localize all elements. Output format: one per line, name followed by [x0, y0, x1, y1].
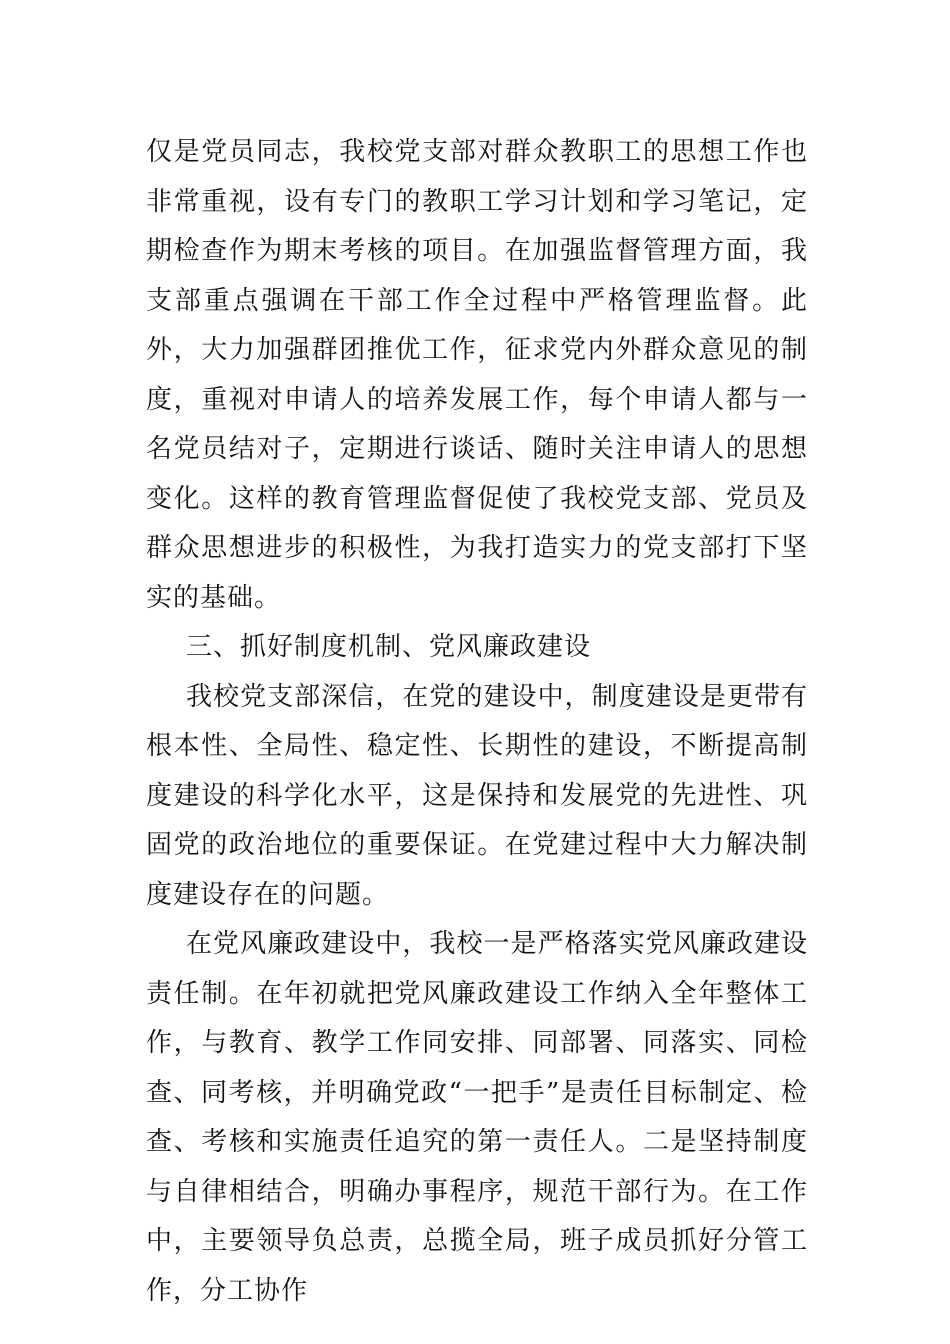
document-body	[146, 128, 808, 1316]
section-heading: 三、抓好制度机制、党风廉政建设	[186, 632, 592, 662]
paragraph-continuation: 仅是党员同志，我校党支部对群众教职工的思想工作也非常重视，设有专门的教职工学习计划和学习笔记，定期检查作为期末考核的项目。在加强监督管理方面，我支部重点强调在干部工作全过程中严格管理监督。此外，大力加强群团推优工作，征求党内外群众意见的制度，重视对申请人的培养发展工作，每个申请人都与一名党员结对子，定期进行谈话、随时关注申请人的思想变化。这样的教育管理监督促使了我校党支部、党员及群众思想进步的积极性，为我打造实力的党支部打下坚实的基础。	[146, 137, 808, 613]
paragraph-integrity-building: 在党风廉政建设中，我校一是严格落实党风廉政建设责任制。在年初就把党风廉政建设工作纳入全年整体工作，与教育、教学工作同安排、同部署、同落实、同检查、同考核，并明确党政“一把手”是责任目标制定、检查、考核和实施责任追究的第一责任人。二是坚持制度与自律相结合，明确办事程序，规范干部行为。在工作中，主要领导负总责，总揽全局，班子成员抓好分管工作，分工协作	[146, 929, 808, 1306]
paragraph-institution-building: 我校党支部深信，在党的建设中，制度建设是更带有根本性、全局性、稳定性、长期性的建设，不断提高制度建设的科学化水平，这是保持和发展党的先进性、巩固党的政治地位的重要保证。在党建过程中大力解决制度建设存在的问题。	[146, 681, 808, 910]
